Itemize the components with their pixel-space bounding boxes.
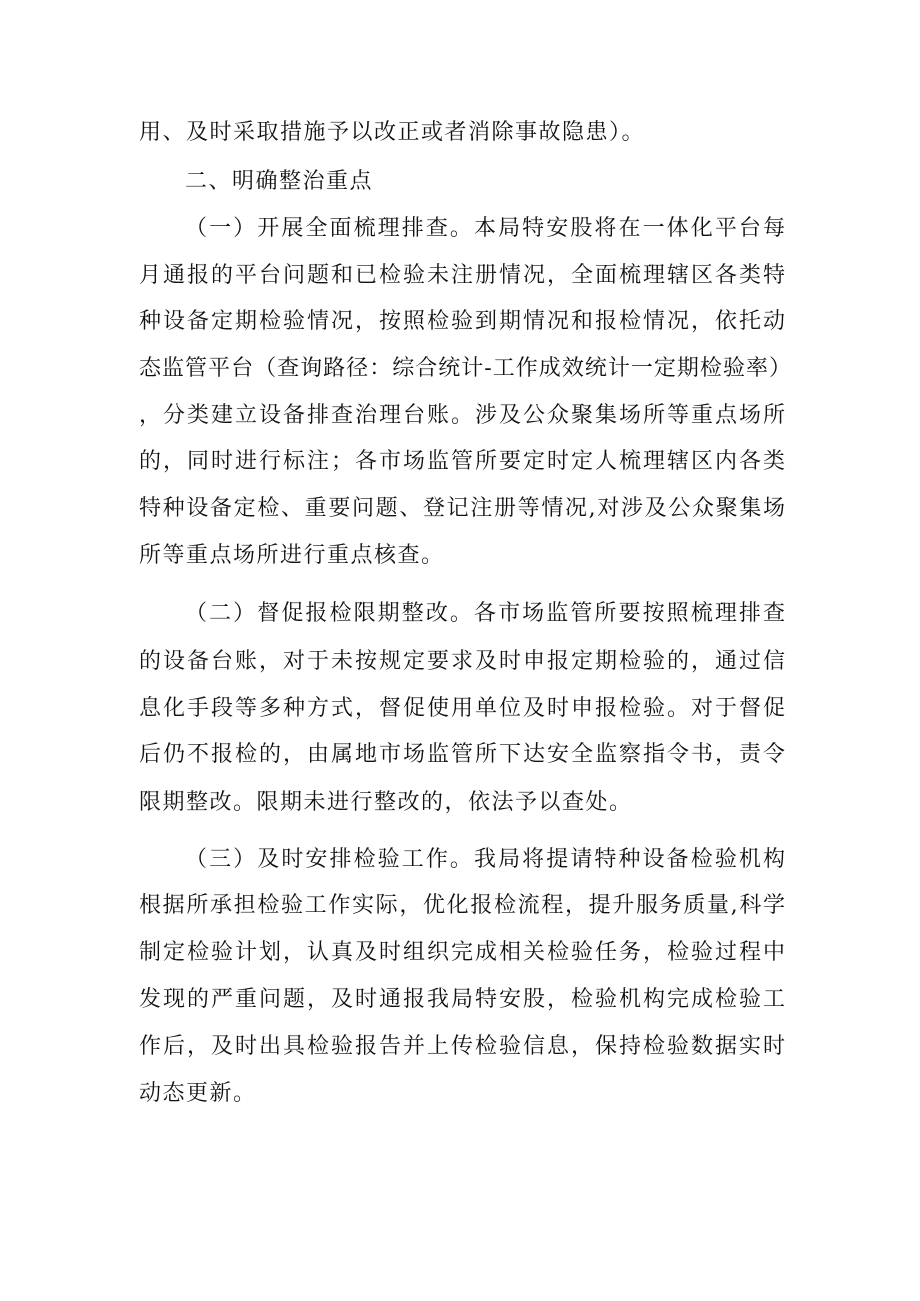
paragraph-line: 动态更新。 xyxy=(139,1081,257,1106)
paragraph-line: （三）及时安排检验工作。我局将提请特种设备检验机构 xyxy=(185,847,785,872)
paragraph-line: 后仍不报检的，由属地市场监管所下达安全监察指令书，责令 xyxy=(139,742,785,767)
paragraph-line: 限期整改。限期未进行整改的，依法予以查处。 xyxy=(139,790,633,815)
paragraph-line: 态监管平台（查询路径：综合统计-工作成效统计一定期检验率） xyxy=(139,356,791,381)
paragraph-line: 月通报的平台问题和已检验未注册情况，全面梳理辖区各类特 xyxy=(139,263,785,288)
paragraph-line: 根据所承担检验工作实际，优化报检流程，提升服务质量,科学 xyxy=(139,893,785,918)
paragraph-line: ，分类建立设备排查治理台账。涉及公众聚集场所等重点场所 xyxy=(139,403,785,428)
paragraph-line: 的设备台账，对于未按规定要求及时申报定期检验的，通过信 xyxy=(139,649,785,674)
paragraph-line: （一）开展全面梳理排查。本局特安股将在一体化平台每 xyxy=(185,216,785,241)
section-heading: 二、明确整治重点 xyxy=(185,169,374,194)
paragraph-line: 用、及时采取措施予以改正或者消除事故隐患）。 xyxy=(139,120,646,145)
paragraph-line: 息化手段等多种方式，督促使用单位及时申报检验。对于督促 xyxy=(139,696,785,721)
paragraph-line: 特种设备定检、重要问题、登记注册等情况,对涉及公众聚集场 xyxy=(139,496,785,521)
paragraph-line: 制定检验计划，认真及时组织完成相关检验任务，检验过程中 xyxy=(139,940,785,965)
paragraph-line: 所等重点场所进行重点核查。 xyxy=(139,543,445,568)
paragraph-line: （二）督促报检限期整改。各市场监管所要按照梳理排查 xyxy=(185,601,785,626)
paragraph-line: 的，同时进行标注；各市场监管所要定时定人梳理辖区内各类 xyxy=(139,449,785,474)
paragraph-line: 种设备定期检验情况，按照检验到期情况和报检情况，依托动 xyxy=(139,309,785,334)
paragraph-line: 作后，及时出具检验报告并上传检验信息，保持检验数据实时 xyxy=(139,1034,785,1059)
paragraph-line: 发现的严重问题，及时通报我局特安股，检验机构完成检验工 xyxy=(139,987,785,1012)
